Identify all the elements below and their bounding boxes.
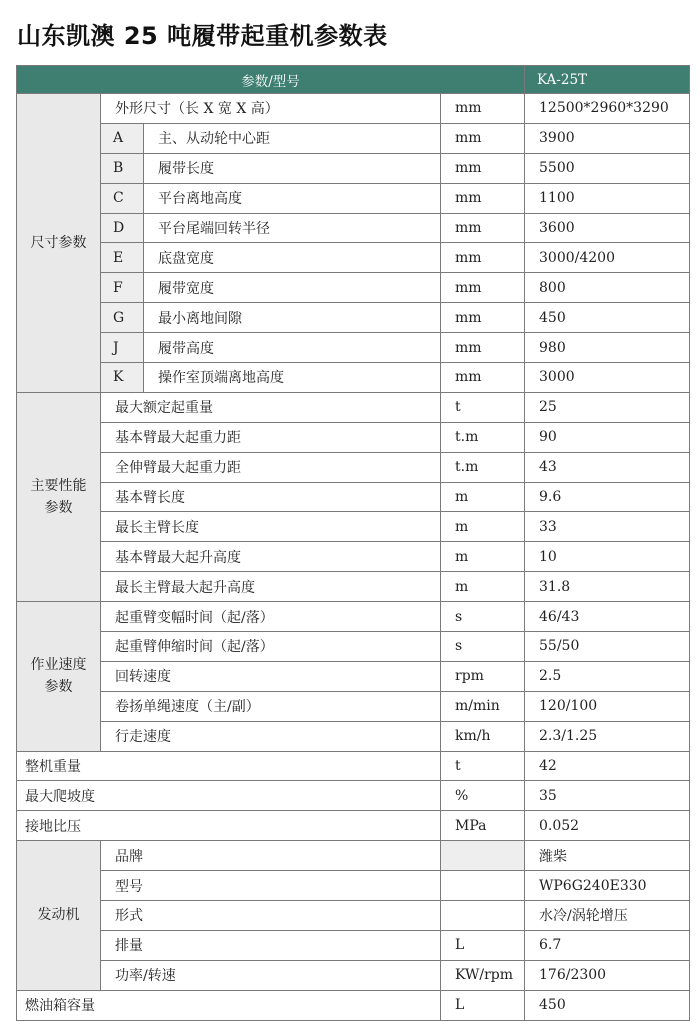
row-value: 450 xyxy=(525,303,690,333)
row-label: 起重臂伸缩时间（起/落） xyxy=(101,632,441,662)
row-label: 起重臂变幅时间（起/落） xyxy=(101,602,441,632)
spec-table xyxy=(16,65,690,1021)
row-value: 43 xyxy=(525,452,690,482)
table-row xyxy=(17,123,690,153)
row-label: 回转速度 xyxy=(101,661,441,691)
row-value: 3900 xyxy=(525,123,690,153)
row-unit: L xyxy=(441,930,525,960)
row-value: 42 xyxy=(525,751,690,781)
table-row xyxy=(17,661,690,691)
table-row xyxy=(17,452,690,482)
group-performance-line1: 主要性能 xyxy=(30,478,87,495)
table-row xyxy=(17,243,690,273)
row-unit: mm xyxy=(441,123,525,153)
table-row xyxy=(17,392,690,422)
table-row xyxy=(17,901,690,931)
row-value: 800 xyxy=(525,273,690,303)
row-label: 基本臂最大起重力距 xyxy=(101,422,441,452)
row-unit: mm xyxy=(441,94,525,124)
row-value: 35 xyxy=(525,781,690,811)
table-row xyxy=(17,542,690,572)
row-label: 底盘宽度 xyxy=(144,243,441,273)
row-label: 履带高度 xyxy=(144,333,441,363)
row-label: 基本臂长度 xyxy=(101,482,441,512)
row-value: 2.3/1.25 xyxy=(525,721,690,751)
row-label: 最大额定起重量 xyxy=(101,392,441,422)
row-unit: mm xyxy=(441,273,525,303)
table-row xyxy=(17,751,690,781)
row-unit: t.m xyxy=(441,452,525,482)
table-row xyxy=(17,153,690,183)
table-row xyxy=(17,303,690,333)
row-code: F xyxy=(101,273,144,303)
row-label: 接地比压 xyxy=(17,811,441,841)
row-unit: mm xyxy=(441,213,525,243)
group-engine: 发动机 xyxy=(17,841,101,990)
row-unit: mm xyxy=(441,303,525,333)
table-row xyxy=(17,273,690,303)
row-label: 主、从动轮中心距 xyxy=(144,123,441,153)
row-code: D xyxy=(101,213,144,243)
table-row xyxy=(17,94,690,124)
row-label: 操作室顶端离地高度 xyxy=(144,363,441,393)
row-value: WP6G240E330 xyxy=(525,871,690,901)
table-row xyxy=(17,990,690,1020)
row-value: 水冷/涡轮增压 xyxy=(525,901,690,931)
row-label: 功率/转速 xyxy=(101,960,441,990)
table-row xyxy=(17,363,690,393)
row-label: 整机重量 xyxy=(17,751,441,781)
row-unit xyxy=(441,841,525,871)
row-label: 全伸臂最大起重力距 xyxy=(101,452,441,482)
row-label: 履带宽度 xyxy=(144,273,441,303)
row-code: G xyxy=(101,303,144,333)
row-label: 排量 xyxy=(101,930,441,960)
row-label: 履带长度 xyxy=(144,153,441,183)
row-code: A xyxy=(101,123,144,153)
row-label: 燃油箱容量 xyxy=(17,990,441,1020)
row-unit: s xyxy=(441,602,525,632)
row-value: 120/100 xyxy=(525,691,690,721)
row-unit: mm xyxy=(441,153,525,183)
row-value: 46/43 xyxy=(525,602,690,632)
row-value: 10 xyxy=(525,542,690,572)
header-model: KA-25T xyxy=(525,66,690,94)
row-unit: m/min xyxy=(441,691,525,721)
table-row xyxy=(17,960,690,990)
table-row xyxy=(17,482,690,512)
table-row xyxy=(17,572,690,602)
table-row xyxy=(17,183,690,213)
row-value: 3600 xyxy=(525,213,690,243)
row-value: 6.7 xyxy=(525,930,690,960)
table-row xyxy=(17,602,690,632)
group-speed-line2: 参数 xyxy=(44,679,73,696)
row-value: 90 xyxy=(525,422,690,452)
table-row xyxy=(17,781,690,811)
table-row xyxy=(17,930,690,960)
table-row xyxy=(17,811,690,841)
header-param-model: 参数/型号 xyxy=(17,66,525,94)
group-speed xyxy=(17,602,101,751)
table-row xyxy=(17,422,690,452)
row-unit: s xyxy=(441,632,525,662)
row-unit: mm xyxy=(441,333,525,363)
table-row xyxy=(17,841,690,871)
row-label: 卷扬单绳速度（主/副） xyxy=(101,691,441,721)
row-unit: mm xyxy=(441,183,525,213)
table-row xyxy=(17,691,690,721)
group-dimensions: 尺寸参数 xyxy=(17,94,101,393)
row-label: 平台尾端回转半径 xyxy=(144,213,441,243)
page-title: 山东凯澳 25 吨履带起重机参数表 xyxy=(17,22,388,50)
row-label: 基本臂最大起升高度 xyxy=(101,542,441,572)
row-unit: m xyxy=(441,512,525,542)
table-row xyxy=(17,632,690,662)
row-value: 3000/4200 xyxy=(525,243,690,273)
table-row xyxy=(17,871,690,901)
row-label: 最长主臂长度 xyxy=(101,512,441,542)
row-unit: m xyxy=(441,482,525,512)
table-header-row xyxy=(17,66,690,94)
row-unit xyxy=(441,871,525,901)
row-label: 最小离地间隙 xyxy=(144,303,441,333)
row-unit: t xyxy=(441,392,525,422)
row-value: 980 xyxy=(525,333,690,363)
row-unit: MPa xyxy=(441,811,525,841)
row-code: E xyxy=(101,243,144,273)
row-unit: mm xyxy=(441,243,525,273)
row-unit: mm xyxy=(441,363,525,393)
row-unit xyxy=(441,901,525,931)
row-value: 9.6 xyxy=(525,482,690,512)
row-code: B xyxy=(101,153,144,183)
row-value: 2.5 xyxy=(525,661,690,691)
row-value: 55/50 xyxy=(525,632,690,662)
row-unit: m xyxy=(441,542,525,572)
row-label: 行走速度 xyxy=(101,721,441,751)
group-performance xyxy=(17,392,101,601)
row-value: 3000 xyxy=(525,363,690,393)
row-code: J xyxy=(101,333,144,363)
row-unit: KW/rpm xyxy=(441,960,525,990)
table-row xyxy=(17,721,690,751)
row-unit: % xyxy=(441,781,525,811)
row-value: 31.8 xyxy=(525,572,690,602)
row-unit: t xyxy=(441,751,525,781)
row-unit: t.m xyxy=(441,422,525,452)
group-speed-line1: 作业速度 xyxy=(30,657,87,674)
row-label: 品牌 xyxy=(101,841,441,871)
row-label: 形式 xyxy=(101,901,441,931)
table-row xyxy=(17,213,690,243)
group-performance-line2: 参数 xyxy=(44,500,73,517)
row-label: 外形尺寸（长 X 宽 X 高） xyxy=(101,94,441,124)
row-label: 最大爬坡度 xyxy=(17,781,441,811)
row-unit: L xyxy=(441,990,525,1020)
row-value: 潍柴 xyxy=(525,841,690,871)
row-value: 5500 xyxy=(525,153,690,183)
row-value: 450 xyxy=(525,990,690,1020)
row-value: 12500*2960*3290 xyxy=(525,94,690,124)
row-label: 平台离地高度 xyxy=(144,183,441,213)
row-code: C xyxy=(101,183,144,213)
table-row xyxy=(17,512,690,542)
row-value: 33 xyxy=(525,512,690,542)
row-value: 176/2300 xyxy=(525,960,690,990)
row-unit: rpm xyxy=(441,661,525,691)
row-label: 型号 xyxy=(101,871,441,901)
row-unit: m xyxy=(441,572,525,602)
row-value: 25 xyxy=(525,392,690,422)
row-code: K xyxy=(101,363,144,393)
row-unit: km/h xyxy=(441,721,525,751)
row-value: 1100 xyxy=(525,183,690,213)
row-label: 最长主臂最大起升高度 xyxy=(101,572,441,602)
table-row xyxy=(17,333,690,363)
row-value: 0.052 xyxy=(525,811,690,841)
